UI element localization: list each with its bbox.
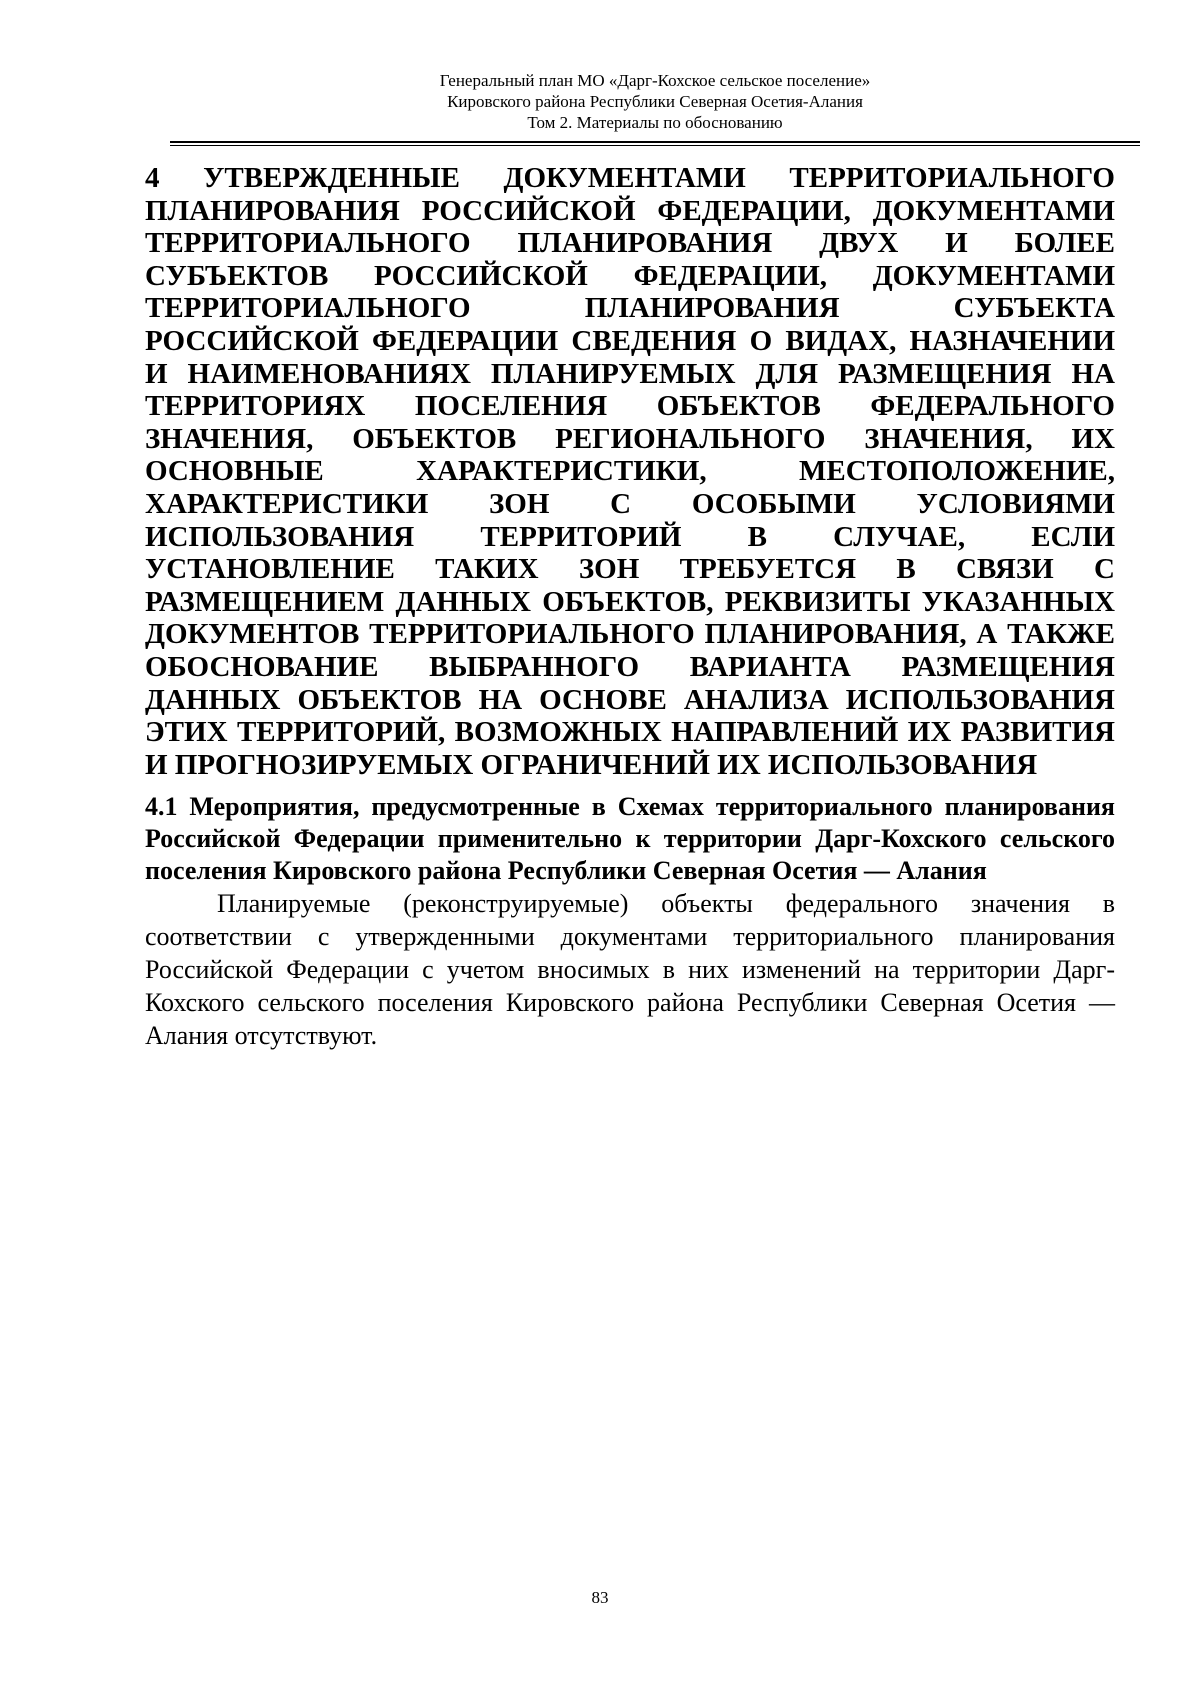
running-header xyxy=(170,70,1140,133)
header-rule-thin xyxy=(170,145,1140,146)
page-number: 83 xyxy=(591,1588,609,1607)
chapter-title: 4 УТВЕРЖДЕННЫЕ ДОКУМЕНТАМИ ТЕРРИТОРИАЛЬНОГО ПЛАНИРОВАНИЯ РОССИЙСКОЙ ФЕДЕРАЦИИ, ДОКУМЕНТАМИ ТЕРРИТОРИАЛЬНОГО ПЛАНИРОВАНИЯ ДВУХ И БОЛЕЕ СУБЪЕКТОВ РОССИЙСКОЙ ФЕДЕРАЦИИ, ДОКУМЕНТАМИ ТЕРРИТОРИАЛЬНОГО ПЛАНИРОВАНИЯ СУБЪЕКТА РОССИЙСКОЙ ФЕДЕРАЦИИ СВЕДЕНИЯ О ВИДАХ, НАЗНАЧЕНИИ И НАИМЕНОВАНИЯХ ПЛАНИРУЕМЫХ ДЛЯ РАЗМЕЩЕНИЯ НА ТЕРРИТОРИЯХ ПОСЕЛЕНИЯ ОБЪЕКТОВ ФЕДЕРАЛЬНОГО ЗНАЧЕНИЯ, ОБЪЕКТОВ РЕГИОНАЛЬНОГО ЗНАЧЕНИЯ, ИХ ОСНОВНЫЕ ХАРАКТЕРИСТИКИ, МЕСТОПОЛОЖЕНИЕ, ХАРАКТЕРИСТИКИ ЗОН С ОСОБЫМИ УСЛОВИЯМИ ИСПОЛЬЗОВАНИЯ ТЕРРИТОРИЙ В СЛУЧАЕ, ЕСЛИ УСТАНОВЛЕНИЕ ТАКИХ ЗОН ТРЕБУЕТСЯ В СВЯЗИ С РАЗМЕЩЕНИЕМ ДАННЫХ ОБЪЕКТОВ, РЕКВИЗИТЫ УКАЗАННЫХ ДОКУМЕНТОВ ТЕРРИТОРИАЛЬНОГО ПЛАНИРОВАНИЯ, А ТАКЖЕ ОБОСНОВАНИЕ ВЫБРАННОГО ВАРИАНТА РАЗМЕЩЕНИЯ ДАННЫХ ОБЪЕКТОВ НА ОСНОВЕ АНАЛИЗА ИСПОЛЬЗОВАНИЯ ЭТИХ ТЕРРИТОРИЙ, ВОЗМОЖНЫХ НАПРАВЛЕНИЙ ИХ РАЗВИТИЯ И ПРОГНОЗИРУЕМЫХ ОГРАНИЧЕНИЙ ИХ ИСПОЛЬЗОВАНИЯ xyxy=(145,162,1115,781)
section-title: 4.1 Мероприятия, предусмотренные в Схемах территориального планирования Российской Федерации применительно к территории Дарг-Кохского сельского поселения Кировского района Республики Северная Осетия — Алания xyxy=(145,792,1115,886)
page-content xyxy=(145,162,1115,1052)
header-line-2: Кировского района Республики Северная Осетия-Алания xyxy=(447,92,863,111)
header-line-1: Генеральный план МО «Дарг-Кохское сельское поселение» xyxy=(439,71,871,90)
header-line-3: Том 2. Материалы по обоснованию xyxy=(527,113,783,132)
header-rule-thick xyxy=(170,141,1140,143)
body-paragraph: Планируемые (реконструируемые) объекты федерального значения в соответствии с утвержденными документами территориального планирования Российской Федерации с учетом вносимых в них изменений на территории Дарг-Кохского сельского поселения Кировского района Республики Северная Осетия — Алания отсутствуют. xyxy=(145,889,1115,1051)
